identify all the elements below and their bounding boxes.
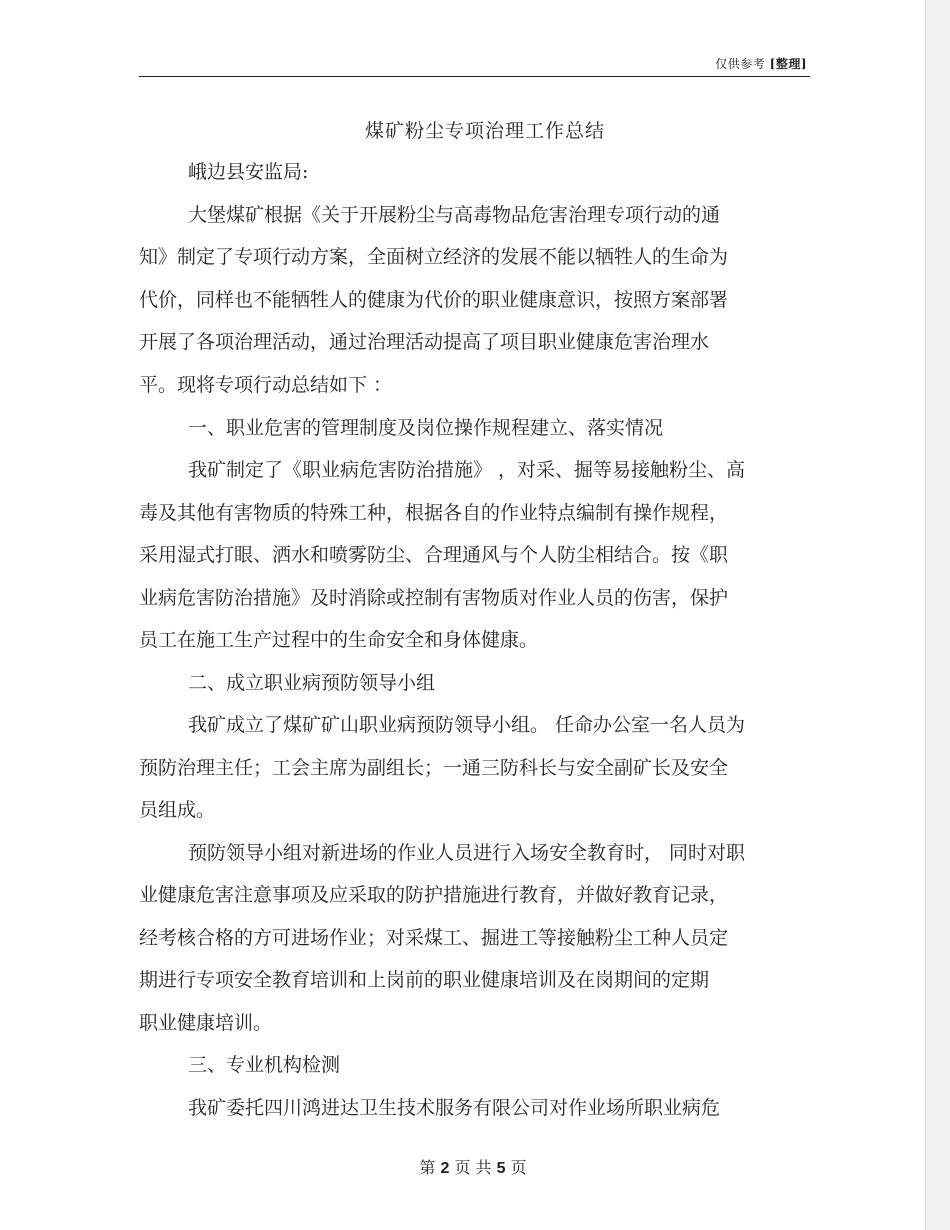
body-line: 业病危害防治措施》及时消除或控制有害物质对作业人员的伤害，保护 <box>139 587 729 609</box>
body-line: 我矿委托四川鸿进达卫生技术服务有限公司对作业场所职业病危 <box>188 1097 721 1119</box>
body-line: 大堡煤矿根据《关于开展粉尘与高毒物品危害治理专项行动的通 <box>188 204 721 226</box>
section-heading: 二、成立职业病预防领导小组 <box>188 672 436 694</box>
body-line: 代价，同样也不能牺牲人的健康为代价的职业健康意识，按照方案部署 <box>139 289 729 311</box>
body-line: 业健康危害注意事项及应采取的防护措施进行教育，并做好教育记录， <box>139 884 729 906</box>
body-line: 知》制定了专项行动方案，全面树立经济的发展不能以牺牲人的生命为 <box>139 246 729 268</box>
body-line: 预防治理主任；工会主席为副组长；一通三防科长与安全副矿长及安全 <box>139 757 729 779</box>
body-line: 我矿成立了煤矿矿山职业病预防领导小组。 任命办公室一名人员为 <box>188 714 746 736</box>
total-page-count: 5 <box>496 1160 506 1177</box>
body-line: 员组成。 <box>139 799 216 821</box>
section-heading: 三、专业机构检测 <box>188 1054 341 1076</box>
salutation: 峨边县安监局: <box>188 161 309 183</box>
header-note <box>715 55 807 72</box>
header-tag: [整理] <box>769 57 807 71</box>
document-title: 煤矿粉尘专项治理工作总结 <box>364 120 605 142</box>
footer-prefix: 第 <box>419 1158 436 1177</box>
body-line: 员工在施工生产过程中的生命安全和身体健康。 <box>139 629 539 651</box>
footer-suffix: 页 <box>510 1158 527 1177</box>
body-line: 期进行专项安全教育培训和上岗前的职业健康培训及在岗期间的定期 <box>139 969 710 991</box>
body-line: 我矿制定了《职业病危害防治措施》 ，对采、掘等易接触粉尘、高 <box>188 459 746 481</box>
current-page-number: 2 <box>440 1160 450 1177</box>
header-divider <box>139 76 810 77</box>
body-line: 采用湿式打眼、洒水和喷雾防尘、合理通风与个人防尘相结合。按《职 <box>139 544 729 566</box>
body-line: 平。现将专项行动总结如下 ： <box>139 374 393 396</box>
body-line: 开展了各项治理活动，通过治理活动提高了项目职业健康危害治理水 <box>139 331 710 353</box>
section-heading: 一、职业危害的管理制度及岗位操作规程建立、落实情况 <box>188 417 664 439</box>
body-line: 预防领导小组对新进场的作业人员进行入场安全教育时， 同时对职 <box>188 842 746 864</box>
body-line: 经考核合格的方可进场作业；对采煤工、掘进工等接触粉尘工种人员定 <box>139 927 729 949</box>
page-footer <box>0 1155 946 1178</box>
footer-middle: 页 共 <box>454 1158 492 1177</box>
body-line: 毒及其他有害物质的特殊工种，根据各自的作业特点编制有操作规程， <box>139 502 729 524</box>
body-line: 职业健康培训。 <box>139 1012 273 1034</box>
header-note-text: 仅供参考 <box>715 57 766 71</box>
